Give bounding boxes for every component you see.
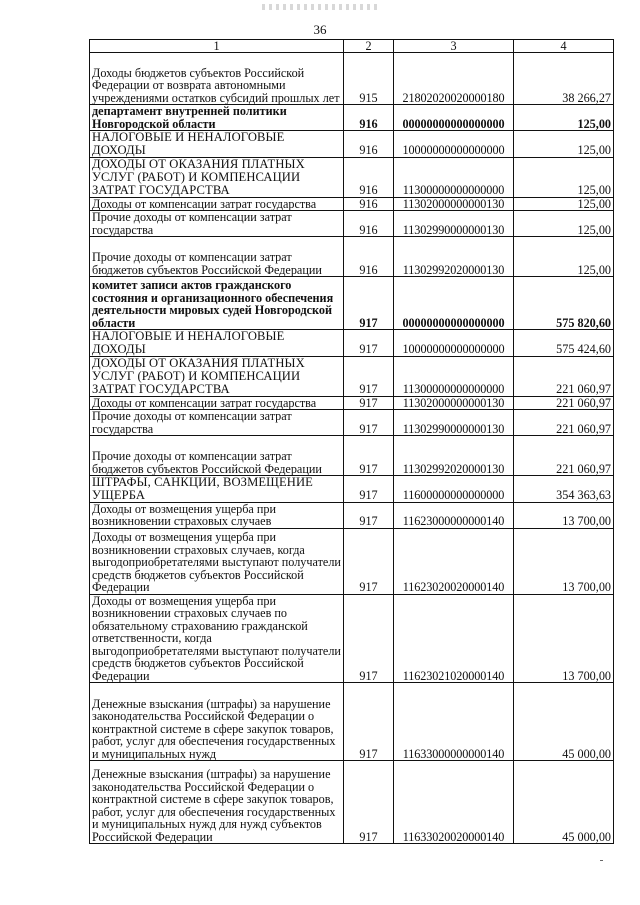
table-row xyxy=(90,396,614,410)
row-name: НАЛОГОВЫЕ И НЕНАЛОГОВЫЕ ДОХОДЫ xyxy=(90,131,344,158)
row-amount: 221 060,97 xyxy=(514,396,614,410)
row-budget-code: 11302990000000130 xyxy=(394,211,514,237)
row-budget-code: 11302992020000130 xyxy=(394,237,514,277)
table-row xyxy=(90,356,614,396)
table-row xyxy=(90,53,614,105)
table-row xyxy=(90,131,614,158)
row-budget-code: 11633020020000140 xyxy=(394,761,514,844)
header-col-2: 2 xyxy=(344,40,394,53)
row-admin-code: 916 xyxy=(344,211,394,237)
row-budget-code: 11302000000000130 xyxy=(394,396,514,410)
row-name: Доходы бюджетов субъектов Российской Федерации от возврата автономными учреждениями остатков субсидий прошлых лет xyxy=(90,53,344,105)
row-budget-code: 11300000000000000 xyxy=(394,356,514,396)
table-header-row xyxy=(90,40,614,53)
row-admin-code: 916 xyxy=(344,157,394,197)
row-admin-code: 917 xyxy=(344,528,394,594)
row-admin-code: 917 xyxy=(344,683,394,761)
table-row xyxy=(90,237,614,277)
row-budget-code: 21802020020000180 xyxy=(394,53,514,105)
table-row xyxy=(90,502,614,528)
header-col-4: 4 xyxy=(514,40,614,53)
row-budget-code: 00000000000000000 xyxy=(394,105,514,131)
table-row xyxy=(90,528,614,594)
row-name: Прочие доходы от компенсации затрат бюджетов субъектов Российской Федерации xyxy=(90,436,344,476)
header-col-1: 1 xyxy=(90,40,344,53)
row-budget-code: 11623020020000140 xyxy=(394,528,514,594)
table-row xyxy=(90,761,614,844)
row-budget-code: 11623021020000140 xyxy=(394,594,514,683)
table-row xyxy=(90,594,614,683)
row-budget-code: 00000000000000000 xyxy=(394,277,514,330)
row-name: департамент внутренней политики Новгородской области xyxy=(90,105,344,131)
table-row xyxy=(90,105,614,131)
table-row xyxy=(90,683,614,761)
row-amount: 575 820,60 xyxy=(514,277,614,330)
scan-artifact xyxy=(262,4,380,10)
row-budget-code: 11600000000000000 xyxy=(394,476,514,503)
row-budget-code: 11633000000000140 xyxy=(394,683,514,761)
table-row xyxy=(90,436,614,476)
table-row xyxy=(90,277,614,330)
row-amount: 125,00 xyxy=(514,237,614,277)
row-amount: 221 060,97 xyxy=(514,410,614,436)
table-row xyxy=(90,476,614,503)
row-amount: 354 363,63 xyxy=(514,476,614,503)
table-row xyxy=(90,410,614,436)
row-amount: 125,00 xyxy=(514,157,614,197)
row-amount: 38 266,27 xyxy=(514,53,614,105)
row-name: Доходы от возмещения ущерба при возникновении страховых случаев по обязательному страхованию гражданской ответственности, когда выгодоприобретателями выступают получатели средств бюджетов субъектов Российской Федерации xyxy=(90,594,344,683)
row-admin-code: 917 xyxy=(344,410,394,436)
row-name: Прочие доходы от компенсации затрат государства xyxy=(90,211,344,237)
row-amount: 125,00 xyxy=(514,211,614,237)
row-budget-code: 10000000000000000 xyxy=(394,330,514,357)
row-admin-code: 917 xyxy=(344,594,394,683)
row-admin-code: 917 xyxy=(344,356,394,396)
row-name: Доходы от компенсации затрат государства xyxy=(90,396,344,410)
row-admin-code: 917 xyxy=(344,396,394,410)
table-row xyxy=(90,157,614,197)
row-budget-code: 10000000000000000 xyxy=(394,131,514,158)
row-admin-code: 916 xyxy=(344,237,394,277)
header-col-3: 3 xyxy=(394,40,514,53)
row-amount: 125,00 xyxy=(514,105,614,131)
margin-mark xyxy=(600,860,603,861)
table-row xyxy=(90,211,614,237)
row-amount: 45 000,00 xyxy=(514,683,614,761)
table-row xyxy=(90,197,614,211)
row-name: Доходы от возмещения ущерба при возникновении страховых случаев xyxy=(90,502,344,528)
row-admin-code: 917 xyxy=(344,761,394,844)
row-budget-code: 11302992020000130 xyxy=(394,436,514,476)
row-admin-code: 917 xyxy=(344,476,394,503)
row-admin-code: 916 xyxy=(344,197,394,211)
row-name: ДОХОДЫ ОТ ОКАЗАНИЯ ПЛАТНЫХ УСЛУГ (РАБОТ) И КОМПЕНСАЦИИ ЗАТРАТ ГОСУДАРСТВА xyxy=(90,157,344,197)
row-admin-code: 917 xyxy=(344,330,394,357)
table-row xyxy=(90,330,614,357)
row-amount: 13 700,00 xyxy=(514,594,614,683)
row-name: Денежные взыскания (штрафы) за нарушение законодательства Российской Федерации о контрактной системе в сфере закупок товаров, работ, услуг для обеспечения государственных и муниципальных нужд xyxy=(90,683,344,761)
row-name: Прочие доходы от компенсации затрат бюджетов субъектов Российской Федерации xyxy=(90,237,344,277)
row-admin-code: 916 xyxy=(344,131,394,158)
row-amount: 221 060,97 xyxy=(514,356,614,396)
row-name: комитет записи актов гражданского состояния и организационного обеспечения деятельности мировых судей Новгородской области xyxy=(90,277,344,330)
row-amount: 13 700,00 xyxy=(514,528,614,594)
row-amount: 221 060,97 xyxy=(514,436,614,476)
row-admin-code: 916 xyxy=(344,105,394,131)
row-name: ШТРАФЫ, САНКЦИИ, ВОЗМЕЩЕНИЕ УЩЕРБА xyxy=(90,476,344,503)
row-budget-code: 11300000000000000 xyxy=(394,157,514,197)
row-amount: 575 424,60 xyxy=(514,330,614,357)
row-budget-code: 11302000000000130 xyxy=(394,197,514,211)
row-admin-code: 915 xyxy=(344,53,394,105)
row-admin-code: 917 xyxy=(344,277,394,330)
row-amount: 125,00 xyxy=(514,131,614,158)
row-name: ДОХОДЫ ОТ ОКАЗАНИЯ ПЛАТНЫХ УСЛУГ (РАБОТ) И КОМПЕНСАЦИИ ЗАТРАТ ГОСУДАРСТВА xyxy=(90,356,344,396)
row-name: Денежные взыскания (штрафы) за нарушение законодательства Российской Федерации о контрактной системе в сфере закупок товаров, работ, услуг для обеспечения государственных и муниципальных нужд для нужд субъектов Российской Федерации xyxy=(90,761,344,844)
row-amount: 13 700,00 xyxy=(514,502,614,528)
row-budget-code: 11302990000000130 xyxy=(394,410,514,436)
page-number: 36 xyxy=(313,22,327,37)
row-admin-code: 917 xyxy=(344,436,394,476)
row-name: НАЛОГОВЫЕ И НЕНАЛОГОВЫЕ ДОХОДЫ xyxy=(90,330,344,357)
row-budget-code: 11623000000000140 xyxy=(394,502,514,528)
row-amount: 125,00 xyxy=(514,197,614,211)
row-name: Доходы от компенсации затрат государства xyxy=(90,197,344,211)
row-amount: 45 000,00 xyxy=(514,761,614,844)
revenue-table xyxy=(89,39,614,844)
row-admin-code: 917 xyxy=(344,502,394,528)
row-name: Доходы от возмещения ущерба при возникновении страховых случаев, когда выгодоприобретателями выступают получатели средств бюджетов субъектов Российской Федерации xyxy=(90,528,344,594)
row-name: Прочие доходы от компенсации затрат государства xyxy=(90,410,344,436)
